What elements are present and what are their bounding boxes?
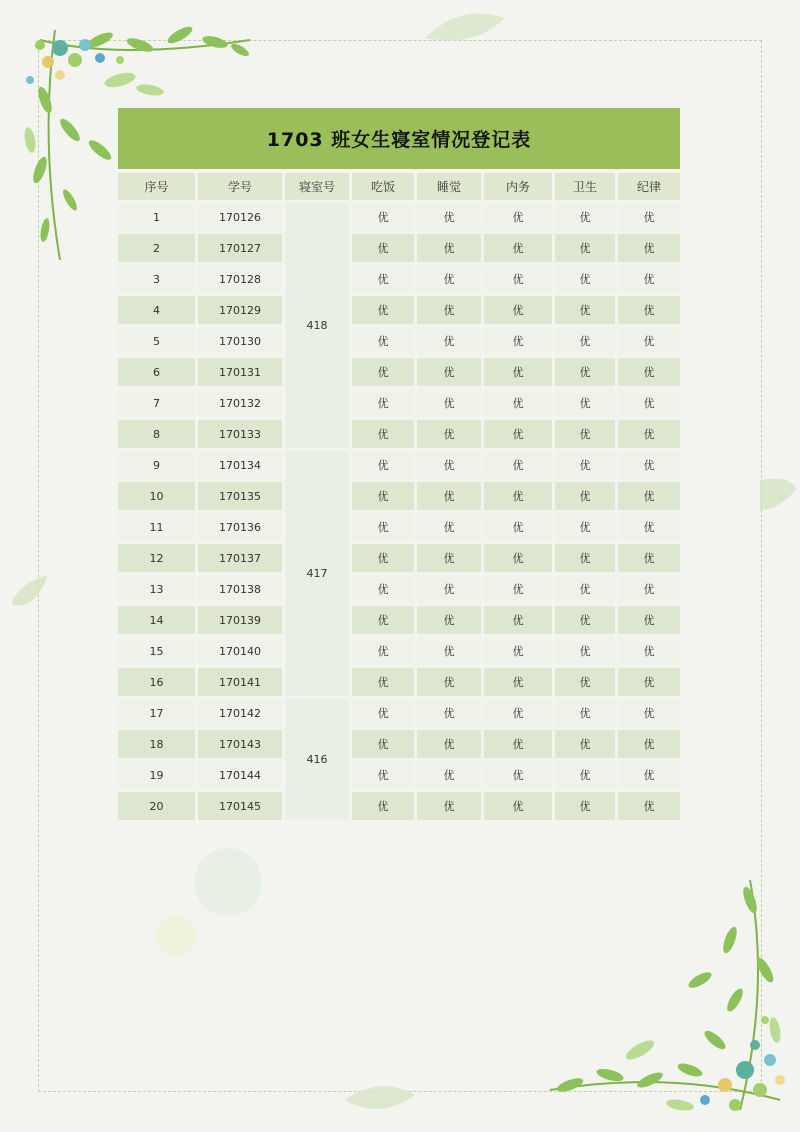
hygiene-cell: 优: [555, 482, 615, 510]
eating-cell: 优: [352, 451, 414, 479]
serial-cell: 14: [118, 606, 195, 634]
table-row: [118, 420, 680, 448]
background-leaf-icon: [340, 1080, 420, 1120]
serial-cell: 17: [118, 699, 195, 727]
housekeeping-cell: 优: [484, 606, 552, 634]
serial-cell: 3: [118, 265, 195, 293]
hygiene-cell: 优: [555, 513, 615, 541]
eating-cell: 优: [352, 389, 414, 417]
discipline-cell: 优: [618, 420, 680, 448]
hygiene-cell: 优: [555, 575, 615, 603]
sleeping-cell: 优: [417, 296, 481, 324]
discipline-cell: 优: [618, 730, 680, 758]
housekeeping-cell: 优: [484, 699, 552, 727]
sleeping-cell: 优: [417, 451, 481, 479]
header-hygiene: 卫生: [555, 173, 615, 200]
hygiene-cell: 优: [555, 544, 615, 572]
housekeeping-cell: 优: [484, 575, 552, 603]
serial-cell: 7: [118, 389, 195, 417]
discipline-cell: 优: [618, 699, 680, 727]
sleeping-cell: 优: [417, 699, 481, 727]
sleeping-cell: 优: [417, 513, 481, 541]
background-leaf-icon: [758, 470, 798, 520]
table-row: [118, 234, 680, 262]
housekeeping-cell: 优: [484, 358, 552, 386]
background-leaf-icon: [420, 8, 510, 48]
serial-cell: 18: [118, 730, 195, 758]
housekeeping-cell: 优: [484, 296, 552, 324]
housekeeping-cell: 优: [484, 451, 552, 479]
student-id-cell: 170131: [198, 358, 282, 386]
discipline-cell: 优: [618, 637, 680, 665]
student-id-cell: 170136: [198, 513, 282, 541]
housekeeping-cell: 优: [484, 792, 552, 820]
discipline-cell: 优: [618, 203, 680, 231]
hygiene-cell: 优: [555, 389, 615, 417]
sleeping-cell: 优: [417, 792, 481, 820]
housekeeping-cell: 优: [484, 265, 552, 293]
serial-cell: 19: [118, 761, 195, 789]
discipline-cell: 优: [618, 234, 680, 262]
sleeping-cell: 优: [417, 327, 481, 355]
discipline-cell: 优: [618, 668, 680, 696]
student-id-cell: 170129: [198, 296, 282, 324]
student-id-cell: 170132: [198, 389, 282, 417]
student-id-cell: 170145: [198, 792, 282, 820]
eating-cell: 优: [352, 296, 414, 324]
sleeping-cell: 优: [417, 575, 481, 603]
discipline-cell: 优: [618, 296, 680, 324]
discipline-cell: 优: [618, 265, 680, 293]
room-cell: 417: [285, 451, 349, 696]
serial-cell: 4: [118, 296, 195, 324]
header-sleeping: 睡觉: [417, 173, 481, 200]
hygiene-cell: 优: [555, 420, 615, 448]
table-row: [118, 296, 680, 324]
discipline-cell: 优: [618, 358, 680, 386]
table-row: [118, 792, 680, 820]
student-id-cell: 170128: [198, 265, 282, 293]
table-row: [118, 730, 680, 758]
eating-cell: 优: [352, 482, 414, 510]
serial-cell: 15: [118, 637, 195, 665]
registration-table-container: [118, 108, 680, 823]
eating-cell: 优: [352, 513, 414, 541]
discipline-cell: 优: [618, 761, 680, 789]
eating-cell: 优: [352, 792, 414, 820]
hygiene-cell: 优: [555, 668, 615, 696]
sleeping-cell: 优: [417, 358, 481, 386]
serial-cell: 13: [118, 575, 195, 603]
table-row: [118, 513, 680, 541]
discipline-cell: 优: [618, 513, 680, 541]
student-id-cell: 170130: [198, 327, 282, 355]
serial-cell: 6: [118, 358, 195, 386]
sleeping-cell: 优: [417, 482, 481, 510]
student-id-cell: 170142: [198, 699, 282, 727]
serial-cell: 12: [118, 544, 195, 572]
student-id-cell: 170126: [198, 203, 282, 231]
table-row: [118, 637, 680, 665]
serial-cell: 10: [118, 482, 195, 510]
hygiene-cell: 优: [555, 730, 615, 758]
hygiene-cell: 优: [555, 792, 615, 820]
housekeeping-cell: 优: [484, 637, 552, 665]
discipline-cell: 优: [618, 606, 680, 634]
header-eating: 吃饭: [352, 173, 414, 200]
serial-cell: 8: [118, 420, 195, 448]
housekeeping-cell: 优: [484, 513, 552, 541]
room-cell: 416: [285, 699, 349, 820]
eating-cell: 优: [352, 234, 414, 262]
background-leaf-icon: [10, 570, 50, 615]
eating-cell: 优: [352, 606, 414, 634]
sleeping-cell: 优: [417, 420, 481, 448]
eating-cell: 优: [352, 668, 414, 696]
sleeping-cell: 优: [417, 544, 481, 572]
discipline-cell: 优: [618, 389, 680, 417]
discipline-cell: 优: [618, 451, 680, 479]
room-cell: 418: [285, 203, 349, 448]
student-id-cell: 170127: [198, 234, 282, 262]
serial-cell: 5: [118, 327, 195, 355]
table-row: [118, 699, 680, 727]
student-id-cell: 170137: [198, 544, 282, 572]
housekeeping-cell: 优: [484, 730, 552, 758]
table-body: [118, 203, 680, 820]
eating-cell: 优: [352, 761, 414, 789]
table-row: [118, 575, 680, 603]
eating-cell: 优: [352, 203, 414, 231]
table-row: [118, 451, 680, 479]
eating-cell: 优: [352, 358, 414, 386]
header-room: 寝室号: [285, 173, 349, 200]
student-id-cell: 170138: [198, 575, 282, 603]
table-row: [118, 544, 680, 572]
student-id-cell: 170135: [198, 482, 282, 510]
hygiene-cell: 优: [555, 296, 615, 324]
table-row: [118, 203, 680, 231]
discipline-cell: 优: [618, 792, 680, 820]
eating-cell: 优: [352, 575, 414, 603]
eating-cell: 优: [352, 420, 414, 448]
table-row: [118, 761, 680, 789]
hygiene-cell: 优: [555, 699, 615, 727]
table-row: [118, 327, 680, 355]
hygiene-cell: 优: [555, 327, 615, 355]
header-housekeeping: 内务: [484, 173, 552, 200]
student-id-cell: 170141: [198, 668, 282, 696]
table-row: [118, 265, 680, 293]
housekeeping-cell: 优: [484, 234, 552, 262]
housekeeping-cell: 优: [484, 668, 552, 696]
sleeping-cell: 优: [417, 730, 481, 758]
serial-cell: 2: [118, 234, 195, 262]
sleeping-cell: 优: [417, 761, 481, 789]
eating-cell: 优: [352, 327, 414, 355]
student-id-cell: 170143: [198, 730, 282, 758]
eating-cell: 优: [352, 637, 414, 665]
hygiene-cell: 优: [555, 203, 615, 231]
hygiene-cell: 优: [555, 637, 615, 665]
eating-cell: 优: [352, 544, 414, 572]
housekeeping-cell: 优: [484, 761, 552, 789]
housekeeping-cell: 优: [484, 389, 552, 417]
housekeeping-cell: 优: [484, 482, 552, 510]
hygiene-cell: 优: [555, 606, 615, 634]
student-id-cell: 170140: [198, 637, 282, 665]
student-id-cell: 170133: [198, 420, 282, 448]
header-serial: 序号: [118, 173, 195, 200]
serial-cell: 1: [118, 203, 195, 231]
eating-cell: 优: [352, 699, 414, 727]
serial-cell: 20: [118, 792, 195, 820]
table-row: [118, 358, 680, 386]
hygiene-cell: 优: [555, 761, 615, 789]
discipline-cell: 优: [618, 544, 680, 572]
dorm-registration-table: [115, 170, 683, 823]
housekeeping-cell: 优: [484, 544, 552, 572]
table-row: [118, 389, 680, 417]
leafy-vine-icon: [530, 860, 800, 1132]
housekeeping-cell: 优: [484, 327, 552, 355]
sleeping-cell: 优: [417, 637, 481, 665]
sleeping-cell: 优: [417, 203, 481, 231]
table-header-row: [118, 173, 680, 200]
student-id-cell: 170139: [198, 606, 282, 634]
sleeping-cell: 优: [417, 234, 481, 262]
student-id-cell: 170134: [198, 451, 282, 479]
serial-cell: 16: [118, 668, 195, 696]
hygiene-cell: 优: [555, 265, 615, 293]
sleeping-cell: 优: [417, 265, 481, 293]
background-circle-icon: [150, 840, 270, 960]
table-row: [118, 606, 680, 634]
housekeeping-cell: 优: [484, 420, 552, 448]
discipline-cell: 优: [618, 575, 680, 603]
sleeping-cell: 优: [417, 389, 481, 417]
student-id-cell: 170144: [198, 761, 282, 789]
eating-cell: 优: [352, 265, 414, 293]
table-row: [118, 668, 680, 696]
serial-cell: 11: [118, 513, 195, 541]
discipline-cell: 优: [618, 327, 680, 355]
header-discipline: 纪律: [618, 173, 680, 200]
page-title: 1703 班女生寝室情况登记表: [118, 108, 680, 169]
hygiene-cell: 优: [555, 451, 615, 479]
eating-cell: 优: [352, 730, 414, 758]
serial-cell: 9: [118, 451, 195, 479]
sleeping-cell: 优: [417, 668, 481, 696]
header-student-id: 学号: [198, 173, 282, 200]
discipline-cell: 优: [618, 482, 680, 510]
hygiene-cell: 优: [555, 358, 615, 386]
housekeeping-cell: 优: [484, 203, 552, 231]
hygiene-cell: 优: [555, 234, 615, 262]
sleeping-cell: 优: [417, 606, 481, 634]
table-row: [118, 482, 680, 510]
